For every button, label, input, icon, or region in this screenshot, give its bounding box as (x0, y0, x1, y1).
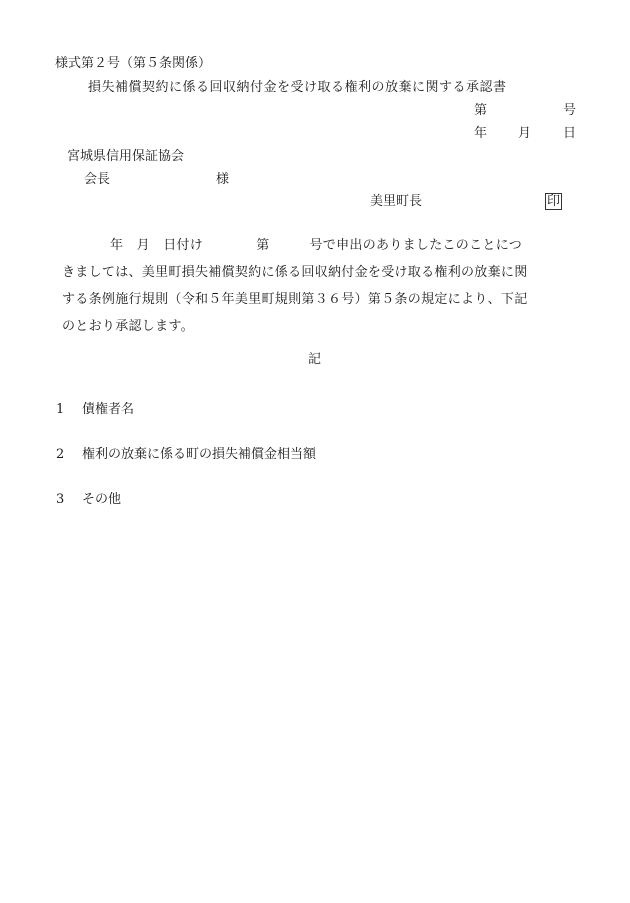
item-label: その他 (82, 492, 122, 507)
list-item (56, 443, 316, 462)
body-line: きましては、美里町損失補償契約に係る回収納付金を受け取る権利の放棄に関 (62, 265, 528, 280)
recipient-org: 宮城県信用保証協会 (67, 149, 185, 164)
item-label: 権利の放棄に係る町の損失補償金相当額 (82, 447, 317, 462)
form-number: 様式第２号（第５条関係） (55, 56, 212, 71)
body-line: する条例施行規則（令和５年美里町規則第３６号）第５条の規定により、下記 (62, 292, 528, 307)
item-label: 債権者名 (82, 402, 135, 417)
body-line: 年 月 日付け 第 号で申出のありましたこのことにつ (110, 238, 523, 253)
issuer: 美里町長 (370, 194, 423, 209)
body-paragraph (62, 232, 582, 340)
date-day: 日 (563, 126, 577, 141)
item-number: 3 (56, 492, 65, 507)
body-line: のとおり承認します。 (62, 319, 194, 334)
doc-number-suffix: 号 (563, 103, 577, 118)
item-number: 1 (56, 402, 65, 417)
date-month: 月 (518, 126, 532, 141)
item-number: 2 (56, 447, 65, 462)
list-item (56, 488, 121, 507)
recipient-title: 会長 (84, 172, 111, 187)
seal-box (545, 193, 562, 210)
list-item (56, 398, 134, 417)
doc-number-prefix: 第 (474, 103, 488, 118)
document-title: 損失補償契約に係る回収納付金を受け取る権利の放棄に関する承認書 (88, 80, 507, 95)
seal-mark: 印 (547, 194, 561, 209)
date-year: 年 (474, 126, 488, 141)
recipient-honorific: 様 (216, 172, 230, 187)
ki-heading: 記 (308, 352, 322, 367)
